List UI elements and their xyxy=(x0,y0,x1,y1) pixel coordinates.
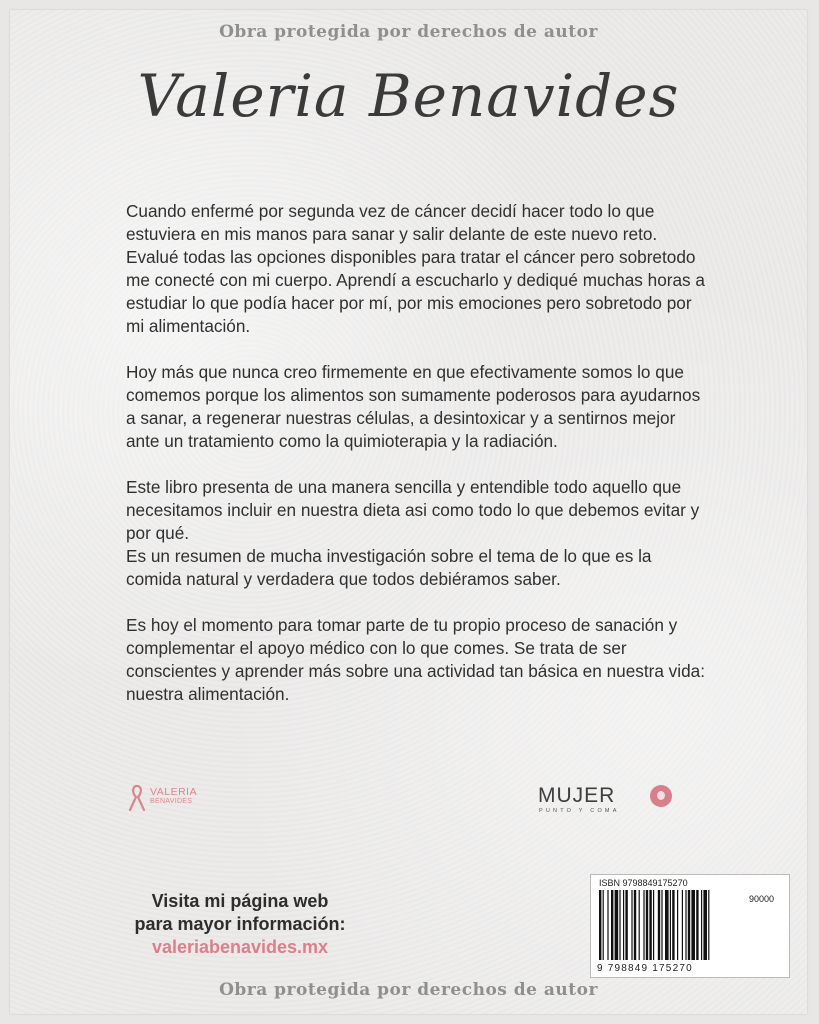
barcode-bar xyxy=(639,890,640,960)
mujer-logo-line1: MUJER xyxy=(538,784,616,807)
blurb-paragraph-3: Este libro presenta de una manera sencilla y entendible todo aquello que necesitamos incluir en nuestra dieta asi como todo lo que debemos evitar y por qué. xyxy=(126,477,700,543)
isbn-label: ISBN 9798849175270 xyxy=(599,878,688,888)
author-name: Valeria Benavides xyxy=(137,62,680,130)
barcode-bar xyxy=(643,890,644,960)
blurb-text xyxy=(126,200,706,729)
website-link[interactable]: valeriabenavides.mx xyxy=(151,937,329,957)
blurb-paragraph-5: Es hoy el momento para tomar parte de tu propio proceso de sanación y complementar el apoyo médico con lo que comes. Se trata de ser conscientes y aprender más sobre una actividad tan básica en nuestra vida: nuestra alimentación. xyxy=(126,615,705,704)
website-info xyxy=(120,890,360,959)
barcode-bar xyxy=(603,890,604,960)
barcode-bar xyxy=(685,890,686,960)
barcode-bars xyxy=(597,890,743,962)
copyright-watermark-top: Obra protegida por derechos de autor xyxy=(219,22,598,42)
blurb-paragraph-2: Hoy más que nunca creo firmemente en que efectivamente somos lo que comemos porque los alimentos son sumamente poderosos para ayudarnos a sanar, a regenerar nuestras células, a desintoxicar y a sentirnos mejor ante un tratamiento como la quimioterapia y la radiación. xyxy=(126,362,701,451)
valeria-benavides-logo xyxy=(128,782,228,814)
book-back-cover xyxy=(10,10,807,1014)
barcode-bar xyxy=(708,890,709,960)
barcode-bar xyxy=(658,890,660,960)
barcode-bar xyxy=(607,890,608,960)
barcode-bar xyxy=(631,890,632,960)
barcode-bar xyxy=(619,890,620,960)
barcode-digits: 9 798849 175270 xyxy=(597,963,693,974)
mujer-logo-icon xyxy=(650,785,672,807)
barcode-bar xyxy=(696,890,698,960)
mujer-publisher-logo xyxy=(538,784,688,816)
barcode-bar xyxy=(670,890,671,960)
valeria-logo-line2: BENAVIDES xyxy=(150,798,193,805)
barcode-bar xyxy=(701,890,702,960)
barcode-bar xyxy=(661,890,662,960)
visit-line-1: Visita mi página web xyxy=(151,891,329,911)
barcode-bar xyxy=(634,890,636,960)
barcode-bar xyxy=(665,890,669,960)
barcode-bar xyxy=(682,890,683,960)
barcode-bar xyxy=(703,890,707,960)
barcode-bar xyxy=(599,890,601,960)
copyright-watermark-bottom: Obra protegida por derechos de autor xyxy=(219,980,598,1000)
price-code: 90000 xyxy=(749,894,775,904)
barcode-bar xyxy=(691,890,695,960)
valeria-logo-line1: VALERIA xyxy=(150,786,198,798)
isbn-barcode xyxy=(590,874,790,978)
barcode-bar xyxy=(649,890,651,960)
blurb-paragraph-1: Cuando enfermé por segunda vez de cáncer decidí hacer todo lo que estuviera en mis manos para sanar y salir delante de este nuevo reto. Evalué todas las opciones disponibles para tratar el cáncer pero sobretodo me conecté con mi cuerpo. Aprendí a escucharlo y dediqué muchas horas a estudiar lo que podía hacer por mí, por mis emociones pero sobretodo por mi alimentación. xyxy=(126,201,705,336)
barcode-bar xyxy=(625,890,627,960)
barcode-bar xyxy=(688,890,690,960)
barcode-bar xyxy=(623,890,624,960)
barcode-bar xyxy=(611,890,613,960)
barcode-bar xyxy=(615,890,619,960)
awareness-ribbon-icon xyxy=(128,784,146,812)
barcode-bar xyxy=(677,890,678,960)
blurb-paragraph-4: Es un resumen de mucha investigación sobre el tema de lo que es la comida natural y verdadera que todos debiéramos saber. xyxy=(126,546,652,589)
barcode-bar xyxy=(653,890,654,960)
mujer-logo-line2: PUNTO Y COMA xyxy=(539,808,620,814)
barcode-bar xyxy=(672,890,674,960)
barcode-bar xyxy=(646,890,648,960)
visit-line-2: para mayor información: xyxy=(134,914,346,934)
